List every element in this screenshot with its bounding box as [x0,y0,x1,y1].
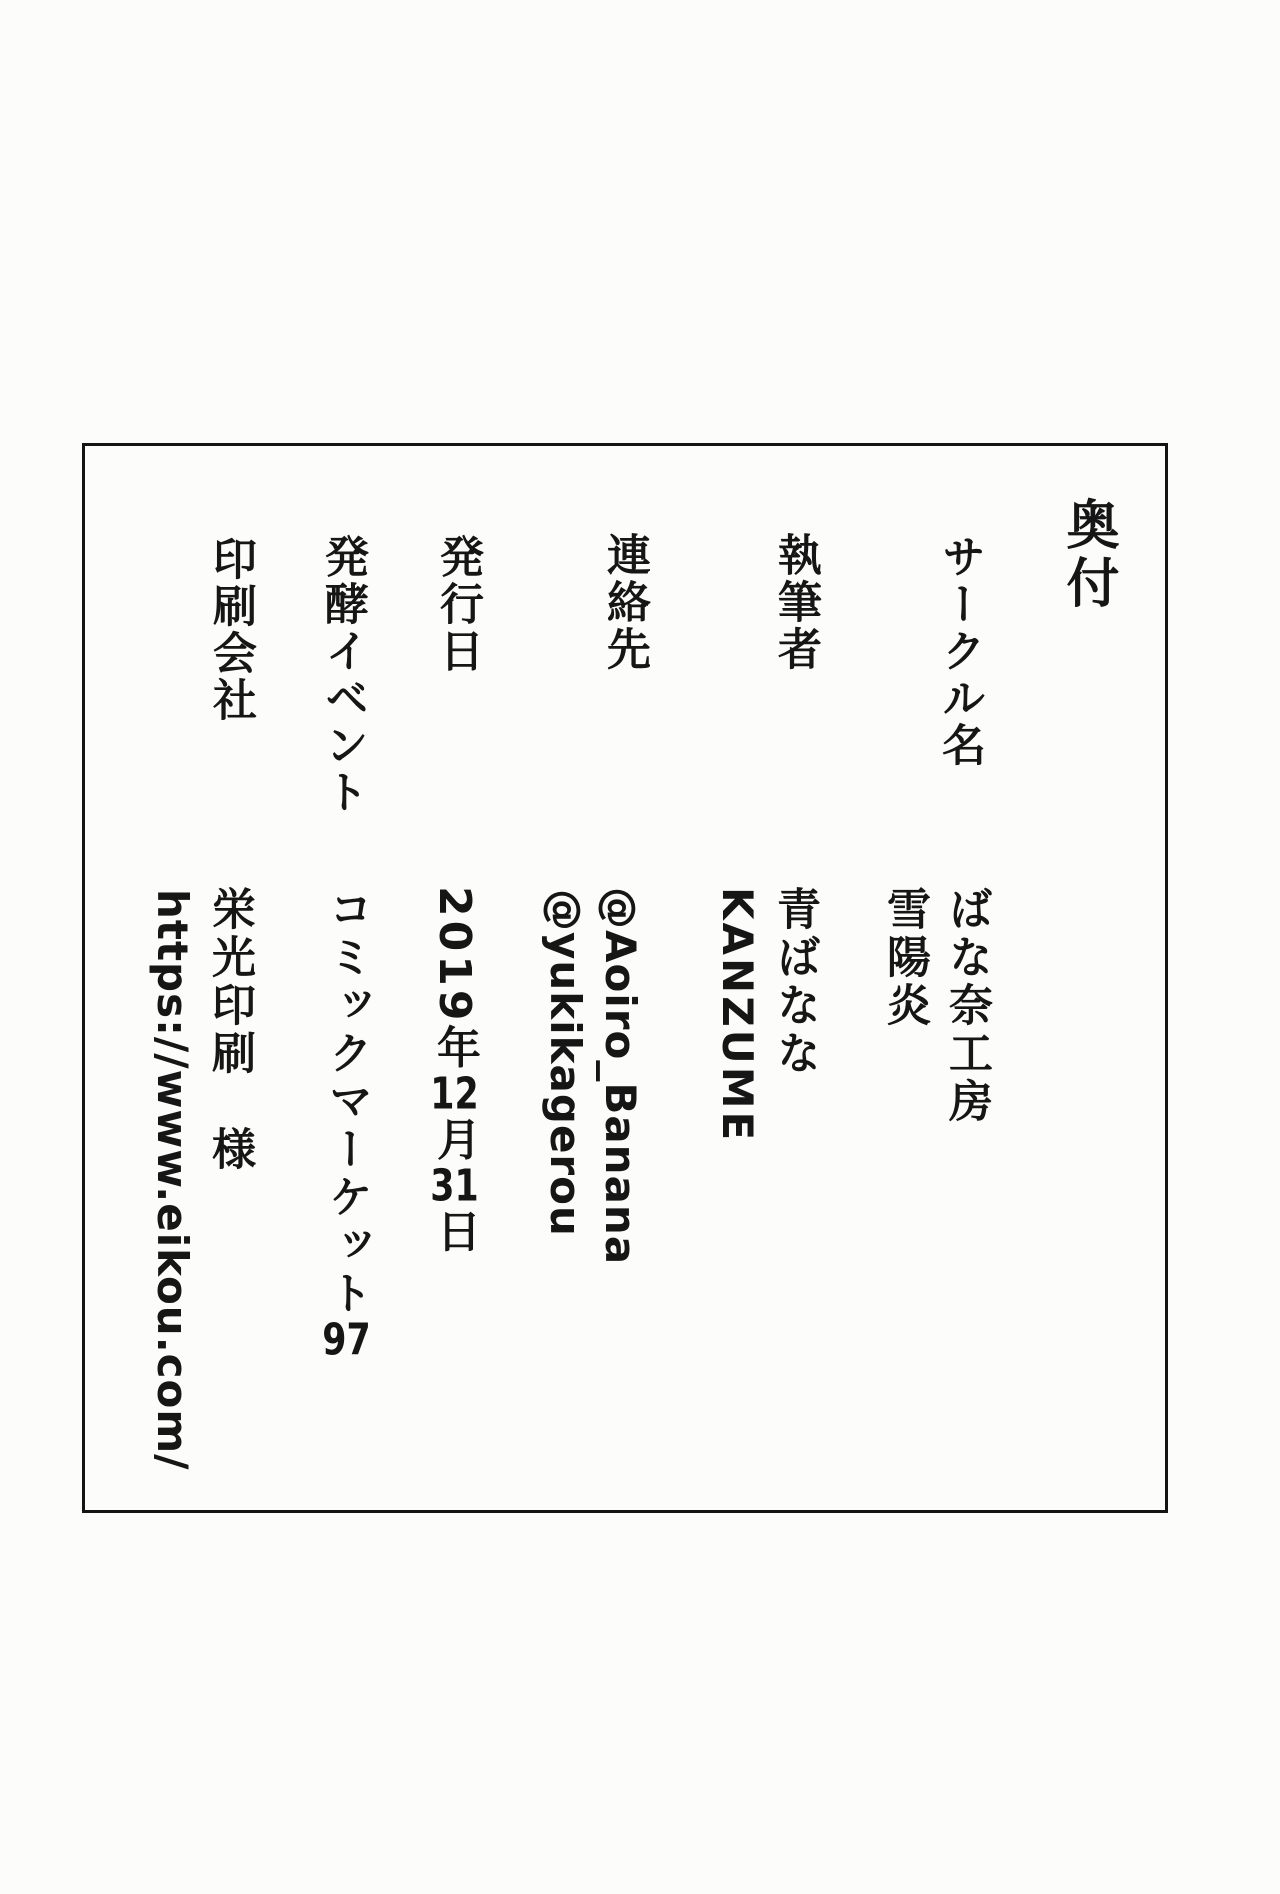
printer-label: 印刷会社 [205,536,256,724]
author-value-1: 青ばなな [769,886,820,1078]
colophon-title: 奥付 [1058,497,1119,613]
event-value [321,886,372,1362]
publish-date-label: 発行日 [432,534,483,675]
circle-name-label: サークル名 [934,534,985,769]
event-name: コミックマーケット [321,886,372,1318]
publish-date-year: 2019 [429,886,480,1025]
publish-date-value [429,886,480,1257]
publish-date-month: 12 [430,1072,479,1117]
event-number: 97 [322,1318,371,1362]
contact-label: 連絡先 [599,532,650,673]
contact-value-1: @Aoiro_Banana [596,887,645,1266]
event-label: 発酵イベント [317,534,368,816]
circle-name-value-2: 雪陽炎 [879,886,930,1030]
publish-date-day-unit: 日 [429,1208,480,1257]
author-value-2: KANZUME [713,887,762,1144]
printer-url: https://www.eikou.com/ [148,889,197,1471]
publish-date-month-unit: 月 [429,1116,480,1165]
contact-value-2: @yukikagerou [541,889,590,1237]
circle-name-value-1: ばな奈工房 [941,886,992,1126]
publish-date-year-unit: 年 [429,1024,480,1073]
author-label: 執筆者 [770,532,821,673]
printer-company: 栄光印刷 様 [204,886,255,1174]
publish-date-day: 31 [430,1164,479,1209]
